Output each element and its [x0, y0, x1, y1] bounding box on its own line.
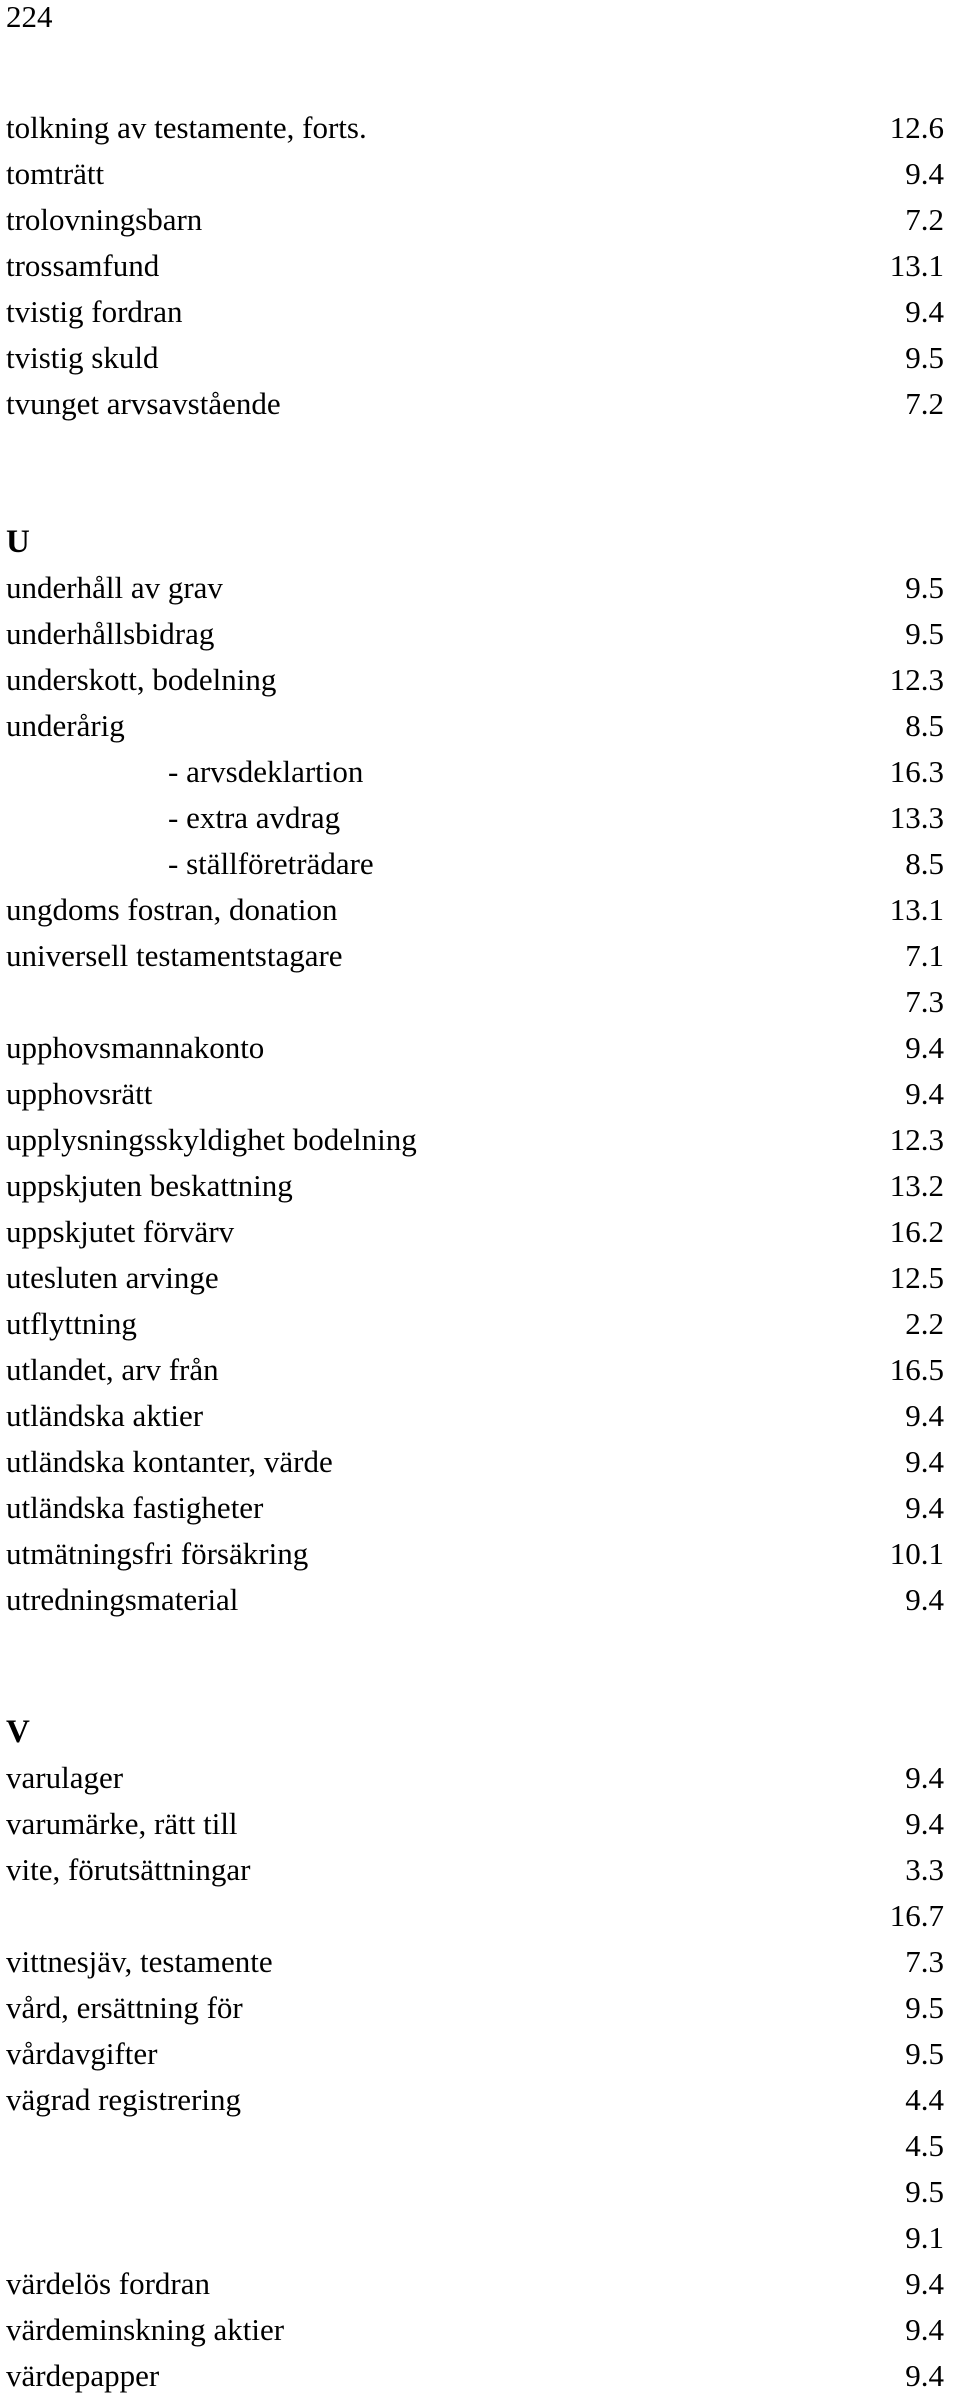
- index-term: utlandet, arv från: [6, 1352, 219, 1387]
- index-term: tolkning av testamente, forts.: [6, 110, 367, 145]
- index-term: värdelös fordran: [6, 2266, 210, 2301]
- index-term: vårdavgifter: [6, 2036, 158, 2071]
- index-term: tvistig skuld: [6, 340, 159, 375]
- section-reference: 9.5: [905, 570, 944, 605]
- index-entry: [6, 1985, 944, 2031]
- section-reference: 13.1: [889, 892, 944, 927]
- section-reference: 8.5: [905, 708, 944, 743]
- index-entry: [6, 611, 944, 657]
- index-entry: [6, 2261, 944, 2307]
- index-term: upphovsmannakonto: [6, 1030, 265, 1065]
- section-reference: 9.4: [905, 1760, 944, 1795]
- index-term: underhållsbidrag: [6, 616, 215, 651]
- index-entry: [6, 1485, 944, 1531]
- section-reference: 13.3: [889, 800, 944, 835]
- section-reference: 12.3: [889, 662, 944, 697]
- section-reference: 12.6: [889, 110, 944, 145]
- section-reference: 13.1: [889, 248, 944, 283]
- section-reference: 9.4: [905, 2312, 944, 2347]
- index-entry: [6, 703, 944, 749]
- index-entry-continuation: [6, 979, 944, 1025]
- index-section-v: [6, 1709, 944, 2399]
- index-entry: [6, 1755, 944, 1801]
- index-term: värdeminskning aktier: [6, 2312, 285, 2347]
- section-reference: 9.4: [905, 2358, 944, 2393]
- section-reference: 9.5: [905, 616, 944, 651]
- index-term: tvunget arvsavstående: [6, 386, 281, 421]
- index-entry: [6, 1163, 944, 1209]
- index-term: vård, ersättning för: [6, 1990, 243, 2025]
- index-section-u: [6, 519, 944, 1623]
- index-entry: [6, 749, 944, 795]
- index-entry: [6, 335, 944, 381]
- index-entry: [6, 887, 944, 933]
- index-entry: [6, 381, 944, 427]
- section-reference: 9.4: [905, 1076, 944, 1111]
- index-entry: [6, 1025, 944, 1071]
- section-reference: 9.4: [905, 294, 944, 329]
- section-reference: 3.3: [905, 1852, 944, 1887]
- section-reference: 16.3: [889, 754, 944, 789]
- section-reference: 9.4: [905, 1582, 944, 1617]
- index-entry: [6, 1301, 944, 1347]
- section-reference: 9.5: [905, 2174, 944, 2209]
- index-entry-continuation: [6, 2215, 944, 2261]
- index-term: utflyttning: [6, 1306, 137, 1341]
- index-entry: [6, 1209, 944, 1255]
- index-entry: [6, 1439, 944, 1485]
- section-reference: 8.5: [905, 846, 944, 881]
- index-subterm: - ställföreträdare: [168, 846, 374, 881]
- section-reference: 7.3: [905, 1944, 944, 1979]
- index-entry-continuation: [6, 2169, 944, 2215]
- index-term: uppskjuten beskattning: [6, 1168, 293, 1203]
- section-reference: 13.2: [889, 1168, 944, 1203]
- index-entry: [6, 289, 944, 335]
- section-reference: 9.4: [905, 1398, 944, 1433]
- index-term: upphovsrätt: [6, 1076, 153, 1111]
- section-reference: 4.5: [905, 2128, 944, 2163]
- index-entry: [6, 1393, 944, 1439]
- section-reference: 10.1: [889, 1536, 944, 1571]
- index-entry: [6, 933, 944, 979]
- index-entry: [6, 1255, 944, 1301]
- index-entry: [6, 565, 944, 611]
- index-entry: [6, 197, 944, 243]
- section-reference: 16.7: [889, 1898, 944, 1933]
- index-section-t: [6, 105, 944, 427]
- index-entry: [6, 841, 944, 887]
- index-subterm: - extra avdrag: [168, 800, 341, 835]
- section-reference: 16.2: [889, 1214, 944, 1249]
- section-reference: 7.1: [905, 938, 944, 973]
- section-reference: 9.1: [905, 2220, 944, 2255]
- index-term: värdepapper: [6, 2358, 160, 2393]
- index-entry: [6, 243, 944, 289]
- section-reference: 7.2: [905, 202, 944, 237]
- index-term: varulager: [6, 1760, 124, 1795]
- section-reference: 9.5: [905, 1990, 944, 2025]
- index-term: vittnesjäv, testamente: [6, 1944, 273, 1979]
- section-reference: 9.4: [905, 156, 944, 191]
- section-reference: 9.4: [905, 1030, 944, 1065]
- section-reference: 7.2: [905, 386, 944, 421]
- index-entry: [6, 151, 944, 197]
- index-entry-continuation: [6, 1893, 944, 1939]
- index-term: ungdoms fostran, donation: [6, 892, 338, 927]
- index-entry: [6, 2353, 944, 2399]
- index-entry: [6, 1939, 944, 1985]
- index-term: trolovningsbarn: [6, 202, 203, 237]
- index-term: universell testamentstagare: [6, 938, 343, 973]
- index-term: utländska kontanter, värde: [6, 1444, 333, 1479]
- index-entry: [6, 795, 944, 841]
- index-term: tvistig fordran: [6, 294, 183, 329]
- index-term: tomträtt: [6, 156, 105, 191]
- section-letter: U: [6, 524, 30, 560]
- section-reference: 9.4: [905, 2266, 944, 2301]
- index-entry: [6, 2307, 944, 2353]
- index-term: underskott, bodelning: [6, 662, 277, 697]
- section-reference: 9.5: [905, 2036, 944, 2071]
- page-number: 224: [6, 0, 53, 34]
- index-term: utesluten arvinge: [6, 1260, 219, 1295]
- index-term: utmätningsfri försäkring: [6, 1536, 309, 1571]
- section-reference: 2.2: [905, 1306, 944, 1341]
- index-entry: [6, 1531, 944, 1577]
- index-term: upplysningsskyldighet bodelning: [6, 1122, 417, 1157]
- index-entry: [6, 657, 944, 703]
- index-entry: [6, 1847, 944, 1893]
- index-term: varumärke, rätt till: [6, 1806, 238, 1841]
- index-entry: [6, 2077, 944, 2123]
- index-term: trossamfund: [6, 248, 160, 283]
- index-entry: [6, 1347, 944, 1393]
- index-entry: [6, 105, 944, 151]
- section-reference: 9.4: [905, 1806, 944, 1841]
- index-term: underhåll av grav: [6, 570, 223, 605]
- index-entry-continuation: [6, 2123, 944, 2169]
- index-term: vägrad registrering: [6, 2082, 241, 2117]
- index-term: utländska aktier: [6, 1398, 204, 1433]
- section-reference: 4.4: [905, 2082, 944, 2117]
- section-reference: 9.4: [905, 1444, 944, 1479]
- index-term: utredningsmaterial: [6, 1582, 239, 1617]
- index-term: uppskjutet förvärv: [6, 1214, 235, 1249]
- index-entry: [6, 1801, 944, 1847]
- index-entry: [6, 1071, 944, 1117]
- index-term: vite, förutsättningar: [6, 1852, 251, 1887]
- section-reference: 16.5: [889, 1352, 944, 1387]
- index-term: utländska fastigheter: [6, 1490, 264, 1525]
- index-entry: [6, 1577, 944, 1623]
- index-subterm: - arvsdeklartion: [168, 754, 364, 789]
- section-reference: 9.5: [905, 340, 944, 375]
- index-entry: [6, 2031, 944, 2077]
- index-entry: [6, 1117, 944, 1163]
- section-reference: 12.5: [889, 1260, 944, 1295]
- section-reference: 9.4: [905, 1490, 944, 1525]
- section-reference: 12.3: [889, 1122, 944, 1157]
- section-letter: V: [6, 1714, 30, 1750]
- index-term: underårig: [6, 708, 125, 743]
- section-reference: 7.3: [905, 984, 944, 1019]
